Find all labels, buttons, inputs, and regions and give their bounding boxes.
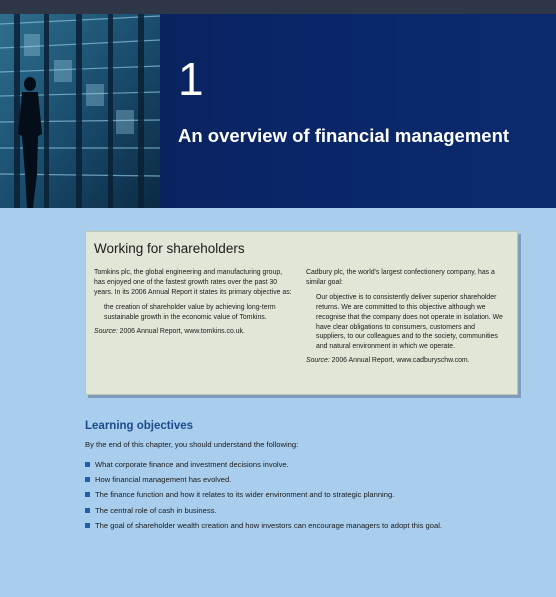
list-item: The finance function and how it relates to its wider environment and to strategic planning. xyxy=(85,487,442,502)
list-item: How financial management has evolved. xyxy=(85,472,442,487)
square-bullet-icon xyxy=(85,523,90,528)
chapter-photo xyxy=(0,14,160,208)
square-bullet-icon xyxy=(85,462,90,467)
list-item: The goal of shareholder wealth creation and how investors can encourage managers to adopt this goal. xyxy=(85,518,442,533)
left-source-label: Source: xyxy=(94,327,118,335)
square-bullet-icon xyxy=(85,477,90,482)
left-intro: Tomkins plc, the global engineering and manufacturing group, has enjoyed one of the fastest growth rates over the past 30 years. In its 2006 Annual Report it states its primary objective as: xyxy=(94,269,292,296)
left-source-text: 2006 Annual Report, www.tomkins.co.uk. xyxy=(119,327,245,335)
right-quote: Our objective is to consistently deliver superior shareholder returns. We are committed to this objective although we recognise that the company does not operate in isolation. We have clear obligations to consumers, customers and suppliers, to our colleagues and to the society, communities and natural environment in which we operate. xyxy=(316,293,503,351)
chapter-number: 1 xyxy=(178,53,204,105)
box-right-column xyxy=(306,268,506,366)
right-source xyxy=(306,356,506,366)
square-bullet-icon xyxy=(85,508,90,513)
learning-objectives-intro: By the end of this chapter, you should understand the following: xyxy=(85,440,299,449)
top-bar xyxy=(0,0,556,14)
chapter-title: An overview of financial management xyxy=(178,125,510,146)
right-source-label: Source: xyxy=(306,357,330,365)
right-source-text: 2006 Annual Report, www.cadburyschw.com. xyxy=(331,357,470,365)
list-item: What corporate finance and investment decisions involve. xyxy=(85,457,442,472)
left-source xyxy=(94,327,292,337)
list-item: The central role of cash in business. xyxy=(85,503,442,518)
square-bullet-icon xyxy=(85,492,90,497)
case-study-box xyxy=(85,231,518,395)
box-left-column xyxy=(94,268,292,336)
learning-objectives-heading: Learning objectives xyxy=(85,420,194,432)
right-intro: Cadbury plc, the world's largest confectionery company, has a similar goal: xyxy=(306,269,495,286)
left-quote: the creation of shareholder value by achieving long-term sustainable growth in the economic value of Tomkins. xyxy=(104,303,276,321)
box-title: Working for shareholders xyxy=(94,241,245,256)
learning-objectives-list xyxy=(85,457,442,533)
